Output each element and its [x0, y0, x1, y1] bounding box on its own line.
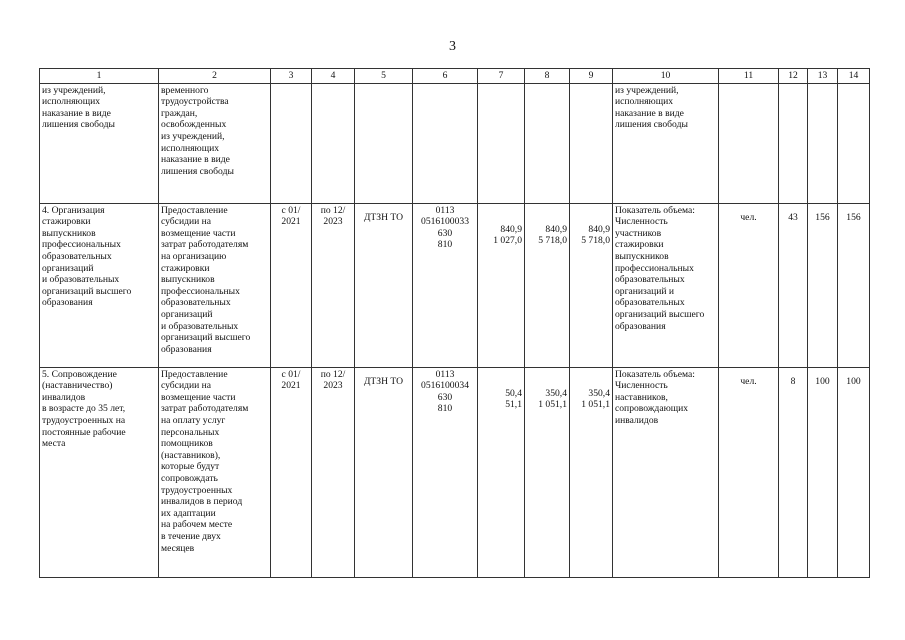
end-date-cell: по 12/ 2023	[312, 367, 355, 577]
funding-cell-3: 840,9 5 718,0	[570, 203, 613, 367]
value-cell-1	[779, 83, 808, 203]
activity-description-cell: Предоставление субсидии на возмещение части затрат работодателям на оплату услуг персональных помощников (наставников), которые будут сопровождать трудоустроенных инвалидов в период их адаптации на рабочем месте в течение двух месяцев	[159, 367, 271, 577]
indicator-cell: Показатель объема: Численность наставников, сопровождающих инвалидов	[613, 367, 719, 577]
column-header-2: 2	[159, 69, 271, 84]
column-header-13: 13	[808, 69, 838, 84]
column-header-6: 6	[413, 69, 478, 84]
executor-cell: ДТЗН ТО	[355, 203, 413, 367]
activity-name-cell: 5. Сопровождение (наставничество) инвалидов в возрасте до 35 лет, трудоустроенных на постоянные рабочие места	[40, 367, 159, 577]
program-activities-table	[39, 68, 870, 578]
start-date-cell	[271, 83, 312, 203]
column-header-5: 5	[355, 69, 413, 84]
value-cell-2: 156	[808, 203, 838, 367]
activity-name-cell: 4. Организация стажировки выпускников профессиональных образовательных организаций и образовательных организаций высшего образования	[40, 203, 159, 367]
column-header-3: 3	[271, 69, 312, 84]
value-cell-3: 100	[838, 367, 870, 577]
funding-cell-1: 50,4 51,1	[478, 367, 525, 577]
column-header-4: 4	[312, 69, 355, 84]
budget-code-cell: 0113 0516100033 630 810	[413, 203, 478, 367]
unit-cell: чел.	[719, 367, 779, 577]
page-number: 3	[449, 39, 456, 54]
start-date-cell: с 01/ 2021	[271, 367, 312, 577]
column-number-row	[40, 69, 870, 84]
unit-cell	[719, 83, 779, 203]
funding-cell-2: 350,4 1 051,1	[525, 367, 570, 577]
budget-code-cell	[413, 83, 478, 203]
activity-description-cell: Предоставление субсидии на возмещение части затрат работодателям на организацию стажировки выпускников профессиональных образовательных организаций и образовательных организаций высшего образования	[159, 203, 271, 367]
executor-cell: ДТЗН ТО	[355, 367, 413, 577]
table-row	[40, 203, 870, 367]
funding-cell-2	[525, 83, 570, 203]
start-date-cell: с 01/ 2021	[271, 203, 312, 367]
executor-cell	[355, 83, 413, 203]
indicator-cell: из учреждений, исполняющих наказание в виде лишения свободы	[613, 83, 719, 203]
table-row	[40, 83, 870, 203]
column-header-9: 9	[570, 69, 613, 84]
funding-cell-1	[478, 83, 525, 203]
column-header-7: 7	[478, 69, 525, 84]
funding-cell-2: 840,9 5 718,0	[525, 203, 570, 367]
value-cell-3	[838, 83, 870, 203]
activity-description-cell: временного трудоустройства граждан, освобожденных из учреждений, исполняющих наказание в виде лишения свободы	[159, 83, 271, 203]
budget-code-cell: 0113 0516100034 630 810	[413, 367, 478, 577]
column-header-10: 10	[613, 69, 719, 84]
end-date-cell: по 12/ 2023	[312, 203, 355, 367]
column-header-12: 12	[779, 69, 808, 84]
unit-cell: чел.	[719, 203, 779, 367]
funding-cell-1: 840,9 1 027,0	[478, 203, 525, 367]
activity-name-cell: из учреждений, исполняющих наказание в виде лишения свободы	[40, 83, 159, 203]
table-row	[40, 367, 870, 577]
funding-cell-3: 350,4 1 051,1	[570, 367, 613, 577]
value-cell-2	[808, 83, 838, 203]
column-header-1: 1	[40, 69, 159, 84]
value-cell-1: 8	[779, 367, 808, 577]
funding-cell-3	[570, 83, 613, 203]
end-date-cell	[312, 83, 355, 203]
value-cell-3: 156	[838, 203, 870, 367]
column-header-11: 11	[719, 69, 779, 84]
column-header-8: 8	[525, 69, 570, 84]
value-cell-2: 100	[808, 367, 838, 577]
value-cell-1: 43	[779, 203, 808, 367]
indicator-cell: Показатель объема: Численность участников стажировки выпускников профессиональных образовательных организаций и образовательных организаций высшего образования	[613, 203, 719, 367]
column-header-14: 14	[838, 69, 870, 84]
